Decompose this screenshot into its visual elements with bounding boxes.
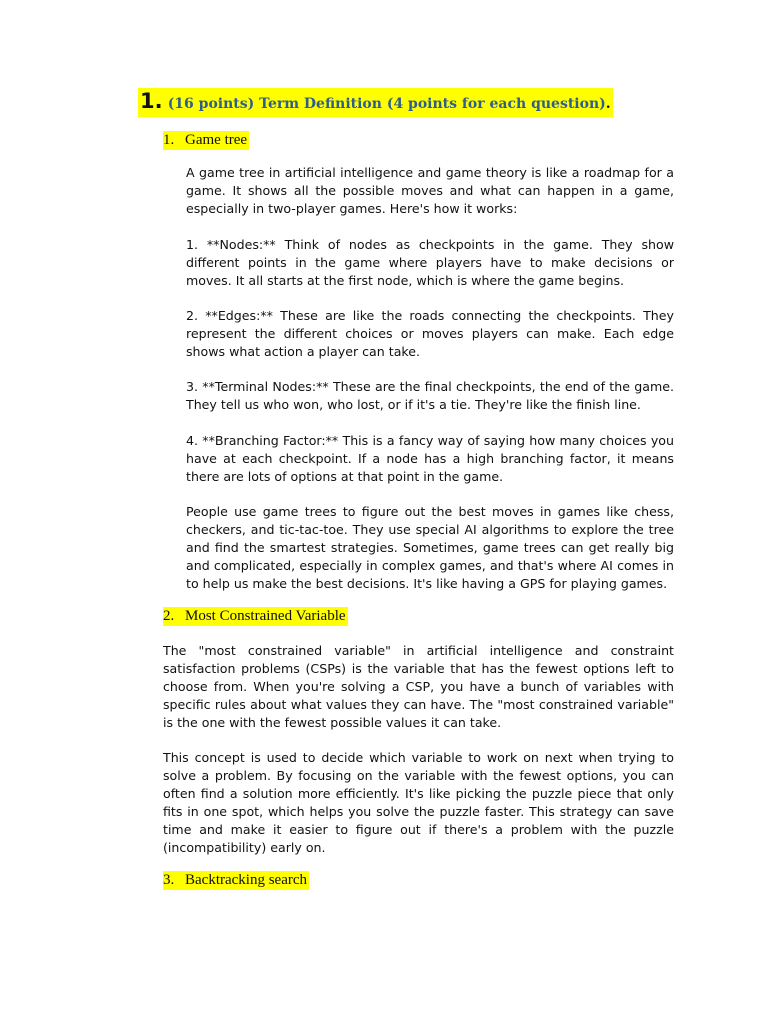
term-title: Game tree — [185, 132, 248, 148]
term-number: 2. — [163, 608, 175, 624]
term-heading-backtracking-search — [163, 871, 309, 890]
paragraph: 4. **Branching Factor:** This is a fancy way of saying how many choices you have at each checkpoint. If a node has a high branching factor, it means there are lots of options at that point in the game. — [186, 433, 674, 484]
term-title: Most Constrained Variable — [185, 608, 346, 624]
question-heading — [138, 88, 613, 117]
question-number: 1. — [140, 89, 163, 113]
paragraph: The "most constrained variable" in artificial intelligence and constraint satisfaction problems (CSPs) is the variable that has the fewest options left to choose from. When you're solving a CSP, you have a bunch of variables with specific rules about what values they can have. The "most constrained variable" is the one with the fewest possible values it can take. — [163, 643, 674, 730]
term-heading-most-constrained-variable — [163, 607, 348, 626]
paragraph: 2. **Edges:** These are like the roads connecting the checkpoints. They represent the different choices or moves players can make. Each edge shows what action a player can take. — [186, 308, 674, 359]
question-title-end: . — [605, 96, 611, 112]
paragraph: People use game trees to figure out the best moves in games like chess, checkers, and tic-tac-toe. They use special AI algorithms to explore the tree and find the smartest strategies. Sometimes, game trees can get really big and complicated, especially in complex games, and that's where AI comes in to help us make the best decisions. It's like having a GPS for playing games. — [186, 504, 674, 591]
paragraph: This concept is used to decide which variable to work on next when trying to solve a problem. By focusing on the variable with the fewest options, you can often find a solution more efficiently. It's like picking the puzzle piece that only fits in one spot, which helps you solve the puzzle faster. This strategy can save time and make it easier to figure out if there's a problem with the puzzle (incompatibility) early on. — [163, 750, 674, 855]
paragraph: 1. **Nodes:** Think of nodes as checkpoints in the game. They show different points in the game where players have to make decisions or moves. It all starts at the first node, which is where the game begins. — [186, 237, 674, 288]
paragraph: A game tree in artificial intelligence and game theory is like a roadmap for a game. It shows all the possible moves and what can happen in a game, especially in two-player games. Here's how it works: — [186, 165, 674, 216]
term-title: Backtracking search — [185, 872, 308, 888]
paragraph: 3. **Terminal Nodes:** These are the final checkpoints, the end of the game. They tell us who won, who lost, or if it's a tie. They're like the finish line. — [186, 379, 674, 412]
term-heading-game-tree — [163, 131, 249, 150]
term-number: 1. — [163, 132, 175, 148]
question-title: (16 points) Term Definition (4 points for each question) — [167, 96, 606, 112]
term-number: 3. — [163, 872, 175, 888]
